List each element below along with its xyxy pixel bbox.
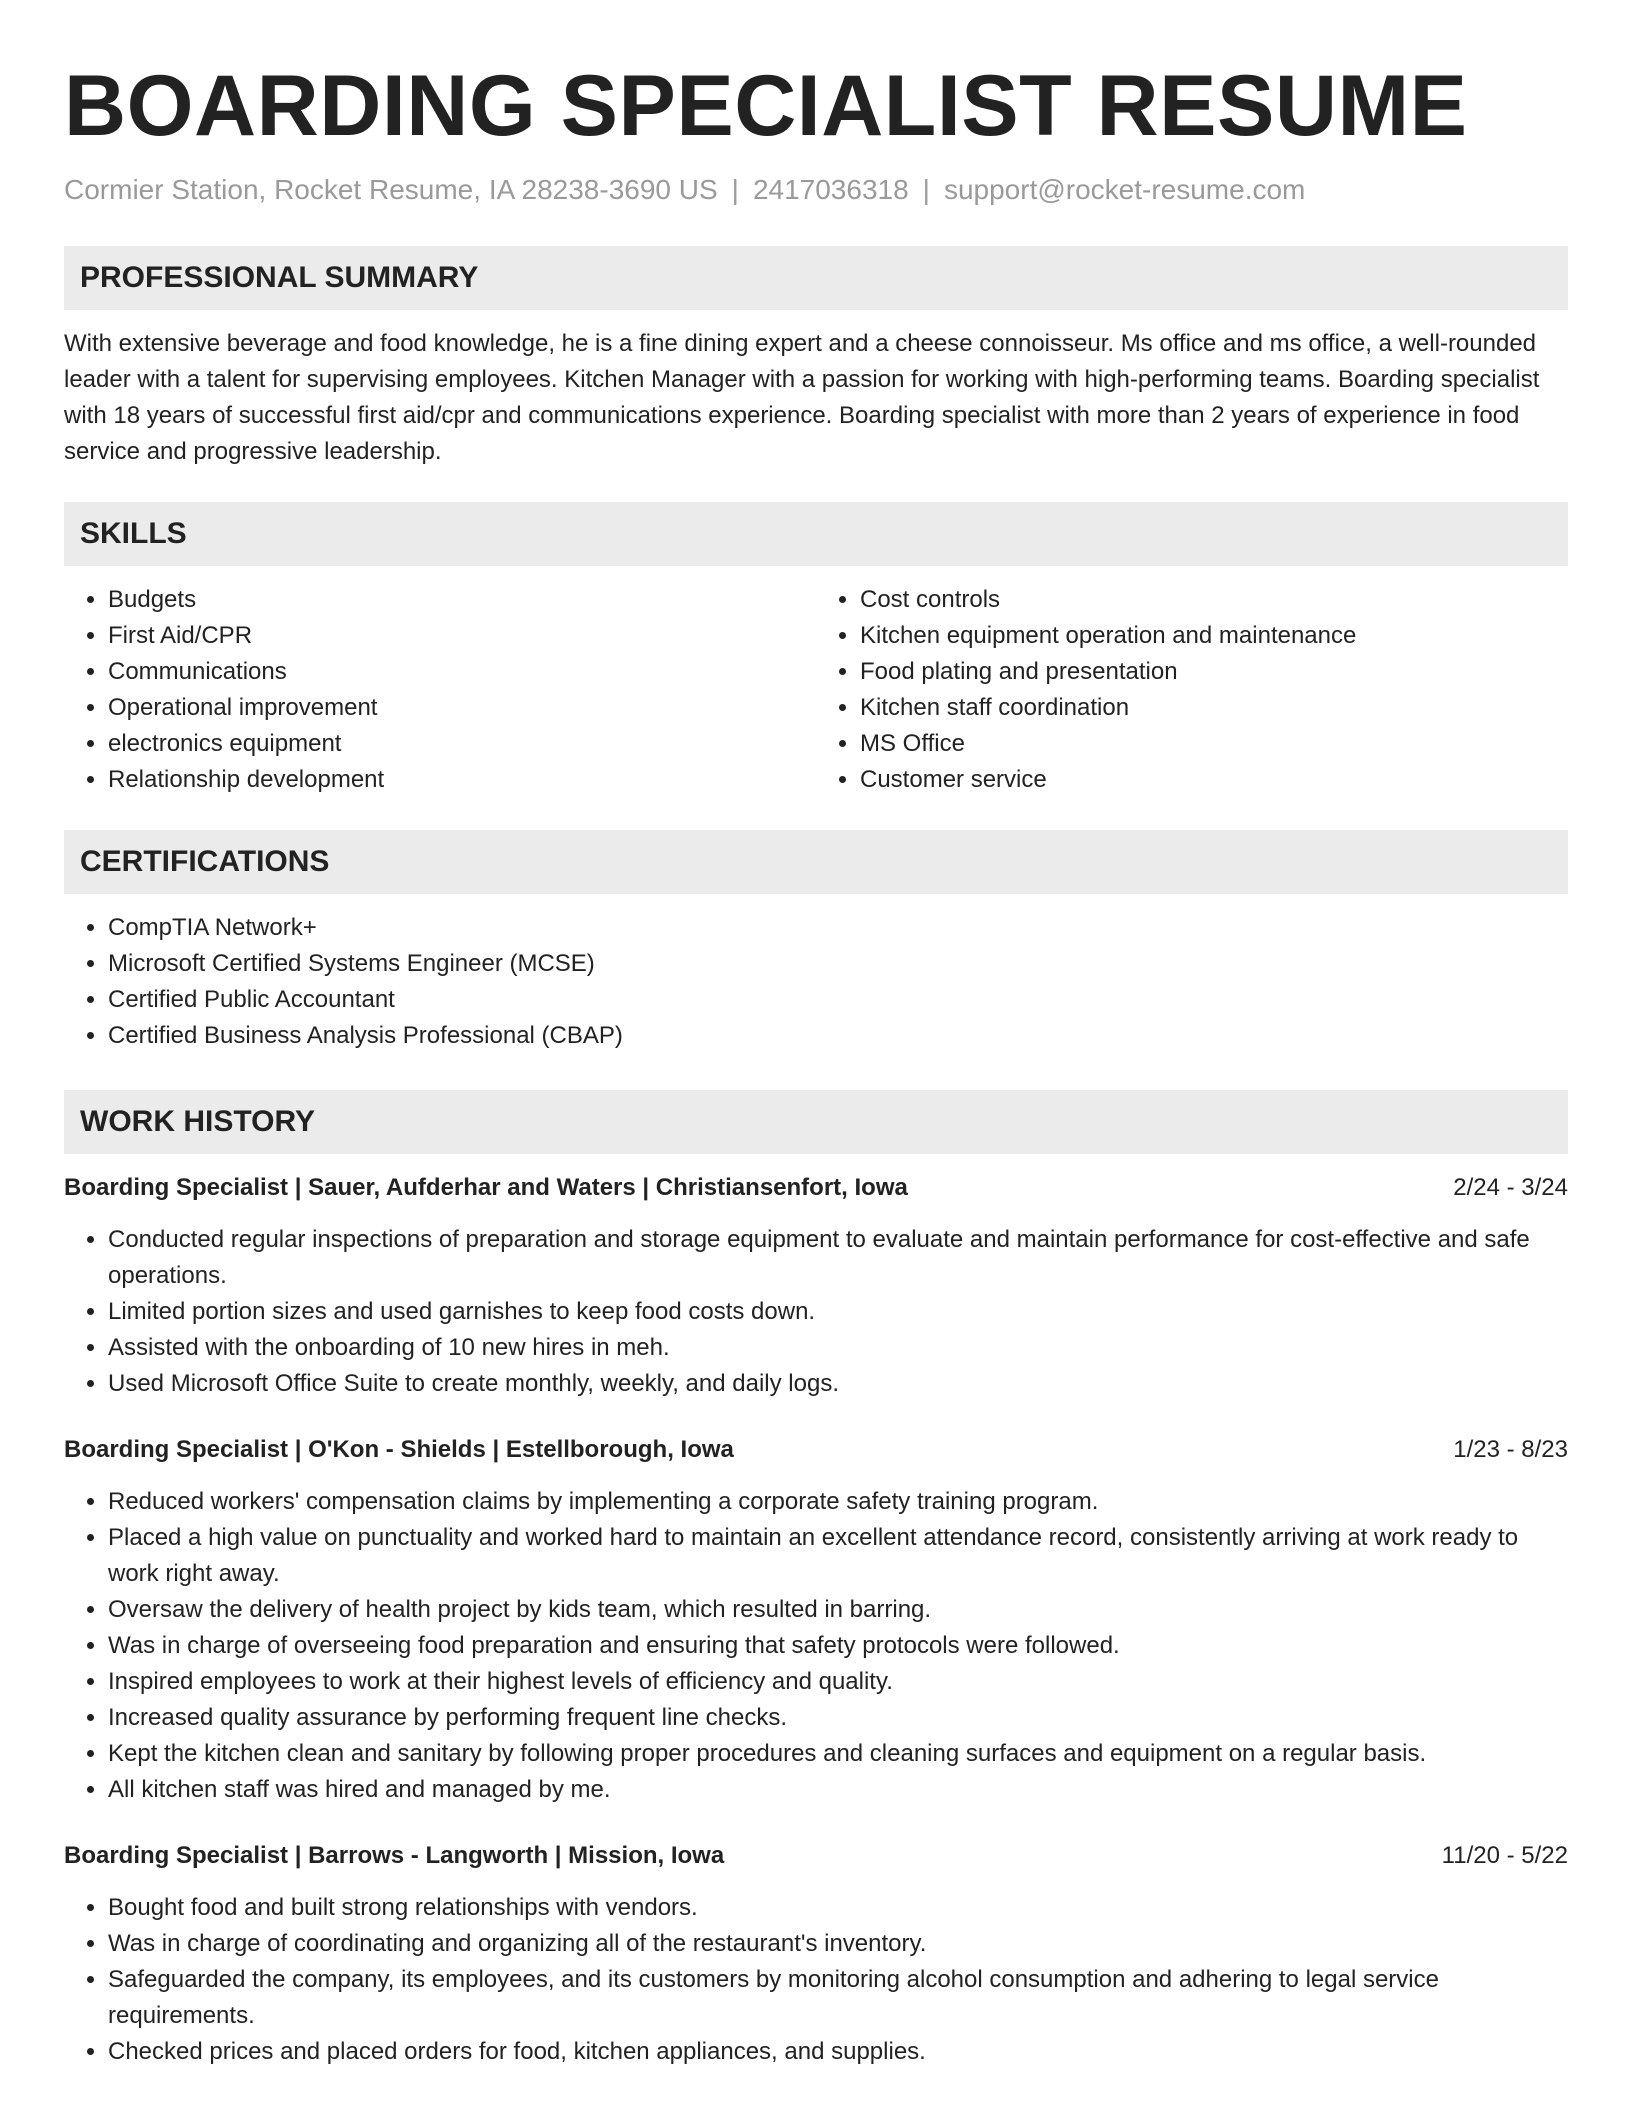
contact-separator: | bbox=[731, 174, 739, 205]
skill-item: • MS Office bbox=[860, 726, 1568, 762]
contact-email: support@rocket-resume.com bbox=[943, 174, 1306, 205]
certification-item: • CompTIA Network+ bbox=[108, 910, 1568, 946]
job-bullet: • Bought food and built strong relationships with vendors. bbox=[108, 1890, 1568, 1926]
skill-item: • Customer service bbox=[860, 762, 1568, 798]
skill-item: • Operational improvement bbox=[108, 690, 816, 726]
certification-item: • Certified Business Analysis Professional (CBAP) bbox=[108, 1018, 1568, 1054]
job-title: Boarding Specialist | O'Kon - Shields | Estellborough, Iowa bbox=[64, 1436, 734, 1463]
skill-item: • Kitchen equipment operation and maintenance bbox=[860, 618, 1568, 654]
job-bullet: • Inspired employees to work at their highest levels of efficiency and quality. bbox=[108, 1664, 1568, 1700]
job-bullet: • Checked prices and placed orders for food, kitchen appliances, and supplies. bbox=[108, 2034, 1568, 2070]
contact-separator: | bbox=[922, 174, 930, 205]
summary-section bbox=[64, 246, 1568, 470]
contact-line bbox=[64, 170, 1568, 210]
job-bullet: • Assisted with the onboarding of 10 new hires in meh. bbox=[108, 1330, 1568, 1366]
job-dates: 11/20 - 5/22 bbox=[1441, 1842, 1568, 1869]
contact-address: Cormier Station, Rocket Resume, IA 28238-3690 US bbox=[64, 174, 718, 205]
job-entry bbox=[64, 1432, 1568, 1808]
skill-item: • Food plating and presentation bbox=[860, 654, 1568, 690]
job-entry bbox=[64, 1838, 1568, 2070]
summary-heading: PROFESSIONAL SUMMARY bbox=[64, 246, 1568, 310]
job-bullet: • Safeguarded the company, its employees, and its customers by monitoring alcohol consumption and adhering to legal service requirements. bbox=[108, 1962, 1568, 2034]
job-entry bbox=[64, 1170, 1568, 1402]
certifications-list bbox=[64, 910, 1568, 1054]
skill-item: • Cost controls bbox=[860, 582, 1568, 618]
job-bullet: • Increased quality assurance by performing frequent line checks. bbox=[108, 1700, 1568, 1736]
job-header bbox=[64, 1838, 1568, 1874]
skills-heading: SKILLS bbox=[64, 502, 1568, 566]
work-history-section bbox=[64, 1090, 1568, 2070]
skills-section bbox=[64, 502, 1568, 798]
skill-item: • Communications bbox=[108, 654, 816, 690]
skills-grid bbox=[64, 582, 1568, 798]
job-bullet: • All kitchen staff was hired and managed by me. bbox=[108, 1772, 1568, 1808]
job-bullet: • Used Microsoft Office Suite to create monthly, weekly, and daily logs. bbox=[108, 1366, 1568, 1402]
certification-item: • Certified Public Accountant bbox=[108, 982, 1568, 1018]
job-bullets bbox=[64, 1890, 1568, 2070]
job-bullet: • Was in charge of coordinating and organizing all of the restaurant's inventory. bbox=[108, 1926, 1568, 1962]
certifications-heading: CERTIFICATIONS bbox=[64, 830, 1568, 894]
job-title: Boarding Specialist | Sauer, Aufderhar and Waters | Christiansenfort, Iowa bbox=[64, 1174, 908, 1201]
job-header bbox=[64, 1170, 1568, 1206]
job-bullet: • Was in charge of overseeing food preparation and ensuring that safety protocols were followed. bbox=[108, 1628, 1568, 1664]
work-history-heading: WORK HISTORY bbox=[64, 1090, 1568, 1154]
job-header bbox=[64, 1432, 1568, 1468]
skill-item: • Budgets bbox=[108, 582, 816, 618]
skill-item: • electronics equipment bbox=[108, 726, 816, 762]
job-bullet: • Limited portion sizes and used garnishes to keep food costs down. bbox=[108, 1294, 1568, 1330]
skill-item: • Kitchen staff coordination bbox=[860, 690, 1568, 726]
skills-list-right bbox=[816, 582, 1568, 798]
contact-phone: 2417036318 bbox=[752, 174, 909, 205]
skill-item: • First Aid/CPR bbox=[108, 618, 816, 654]
job-bullet: • Reduced workers' compensation claims by implementing a corporate safety training program. bbox=[108, 1484, 1568, 1520]
skill-item: • Relationship development bbox=[108, 762, 816, 798]
job-bullet: • Placed a high value on punctuality and worked hard to maintain an excellent attendance record, consistently arriving at work ready to work right away. bbox=[108, 1520, 1568, 1592]
job-dates: 1/23 - 8/23 bbox=[1453, 1436, 1568, 1463]
job-title: Boarding Specialist | Barrows - Langworth | Mission, Iowa bbox=[64, 1842, 725, 1869]
job-bullet: • Conducted regular inspections of preparation and storage equipment to evaluate and maintain performance for cost-effective and safe operations. bbox=[108, 1222, 1568, 1294]
job-bullet: • Kept the kitchen clean and sanitary by following proper procedures and cleaning surfaces and equipment on a regular basis. bbox=[108, 1736, 1568, 1772]
job-bullet: • Oversaw the delivery of health project by kids team, which resulted in barring. bbox=[108, 1592, 1568, 1628]
summary-text: With extensive beverage and food knowledge, he is a fine dining expert and a cheese connoisseur. Ms office and ms office, a well-rounded leader with a talent for supervising employees. Kitchen Manager with a passion for working with high-performing teams. Boarding specialist with 18 years of successful first aid/cpr and communications experience. Boarding specialist with more than 2 years of experience in food service and progressive leadership. bbox=[64, 330, 1540, 465]
resume-title: BOARDING SPECIALIST RESUME bbox=[64, 58, 1468, 154]
certification-item: • Microsoft Certified Systems Engineer (MCSE) bbox=[108, 946, 1568, 982]
certifications-section bbox=[64, 830, 1568, 1054]
job-bullets bbox=[64, 1484, 1568, 1808]
job-bullets bbox=[64, 1222, 1568, 1402]
skills-list-left bbox=[64, 582, 816, 798]
job-dates: 2/24 - 3/24 bbox=[1453, 1174, 1568, 1201]
